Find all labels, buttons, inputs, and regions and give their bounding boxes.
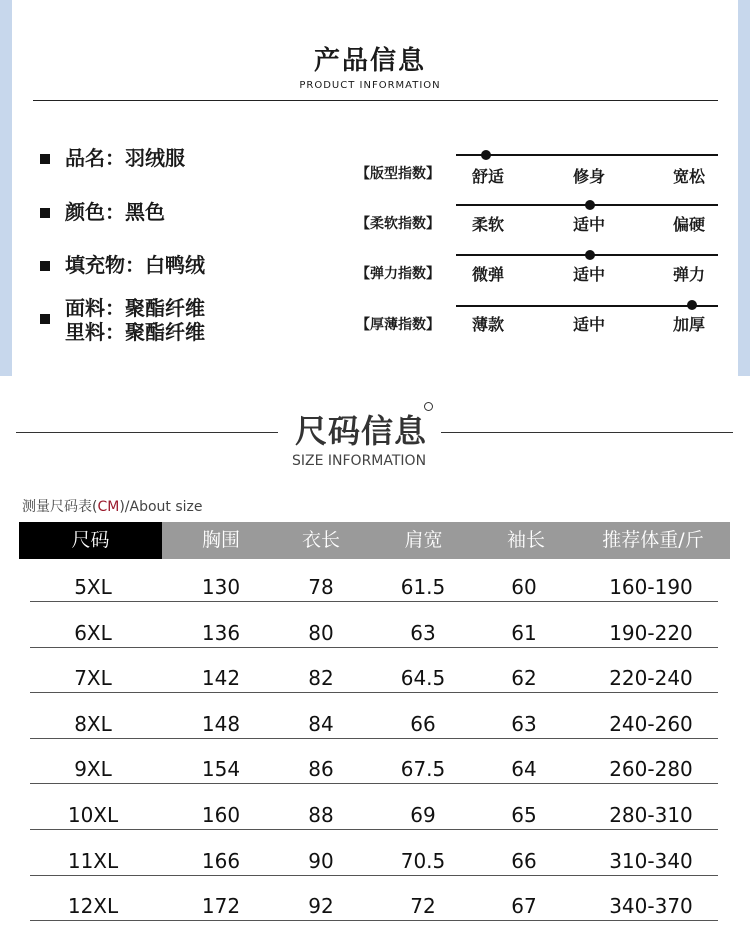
- scale-option: 偏硬: [673, 215, 706, 234]
- row-divider: [30, 601, 718, 602]
- row-divider: [30, 875, 718, 876]
- scale-label: 【柔软指数】: [356, 216, 440, 232]
- value-cell: 172: [201, 894, 241, 919]
- scale-label: 【弹力指数】: [356, 266, 440, 282]
- scale-option: 宽松: [673, 167, 706, 186]
- value-cell: 160-190: [609, 575, 693, 599]
- value-cell: 90: [308, 848, 334, 873]
- size-cell: 12XL: [67, 894, 119, 919]
- value-cell: 70.5: [400, 848, 446, 873]
- value-cell: 86: [308, 757, 334, 782]
- column-header: 尺码: [71, 529, 110, 551]
- value-cell: 160: [201, 803, 241, 827]
- value-cell: 60: [511, 575, 537, 599]
- info-item-text: 里料：聚酯纤维: [65, 320, 205, 344]
- size-info-subtitle: SIZE INFORMATION: [292, 453, 427, 469]
- scale-label: 【厚薄指数】: [356, 317, 440, 333]
- size-cell: 11XL: [67, 848, 119, 873]
- value-cell: 69: [410, 803, 436, 827]
- product-info-divider: [33, 100, 718, 101]
- column-header: 推荐体重/斤: [602, 529, 704, 551]
- value-cell: 340-370: [609, 894, 693, 919]
- info-item-text: 填充物：白鸭绒: [65, 253, 205, 277]
- value-cell: 62: [511, 666, 537, 691]
- column-header: 衣长: [301, 529, 340, 551]
- scale-option: 修身: [573, 167, 606, 186]
- scale-option: 弹力: [673, 265, 706, 284]
- value-cell: 130: [201, 575, 241, 599]
- value-cell: 65: [511, 803, 537, 827]
- value-cell: 154: [201, 757, 241, 782]
- scale-option: 薄款: [472, 315, 505, 334]
- value-cell: 63: [410, 620, 436, 645]
- value-cell: 166: [201, 848, 241, 873]
- value-cell: 190-220: [609, 620, 693, 645]
- value-cell: 82: [308, 666, 334, 691]
- size-cell: 7XL: [74, 666, 112, 691]
- value-cell: 63: [511, 711, 537, 736]
- value-cell: 310-340: [609, 848, 693, 873]
- size-cell: 10XL: [67, 803, 119, 827]
- value-cell: 66: [410, 711, 436, 736]
- size-cell: 6XL: [74, 620, 112, 645]
- size-cell: 8XL: [74, 711, 112, 736]
- value-cell: 142: [201, 666, 241, 691]
- info-item-text: 面料：聚酯纤维: [65, 296, 205, 320]
- value-cell: 280-310: [609, 803, 693, 827]
- product-info-subtitle: PRODUCT INFORMATION: [299, 80, 441, 91]
- row-divider: [30, 738, 718, 739]
- size-table-caption: [22, 496, 203, 516]
- value-cell: 136: [201, 620, 241, 645]
- value-cell: 67.5: [400, 757, 446, 782]
- row-divider: [30, 920, 718, 921]
- value-cell: 78: [308, 575, 334, 599]
- row-divider: [30, 647, 718, 648]
- scale-option: 加厚: [673, 315, 706, 334]
- size-title-rule-right: [441, 432, 733, 433]
- value-cell: 88: [308, 803, 334, 827]
- product-info-title: 产品信息: [313, 46, 426, 76]
- scale-marker: [585, 250, 595, 260]
- scale-option: 舒适: [472, 167, 505, 186]
- scale-line: [456, 305, 718, 307]
- size-table-header: [19, 522, 730, 559]
- value-cell: 66: [511, 848, 537, 873]
- value-cell: 80: [308, 620, 334, 645]
- scale-label: 【版型指数】: [356, 166, 440, 182]
- value-cell: 148: [201, 711, 241, 736]
- column-header: 胸围: [201, 529, 240, 551]
- scale-line: [456, 154, 718, 156]
- value-cell: 61: [511, 620, 537, 645]
- bullet-icon: [40, 261, 50, 271]
- row-divider: [30, 692, 718, 693]
- scale-option: 微弹: [472, 265, 505, 284]
- column-header: 袖长: [506, 529, 545, 551]
- value-cell: 64: [511, 757, 537, 782]
- scale-option: 适中: [573, 215, 606, 234]
- bullet-icon: [40, 208, 50, 218]
- scale-option: 柔软: [472, 215, 505, 234]
- caption-unit: CM: [97, 499, 120, 515]
- scale-marker: [687, 300, 697, 310]
- scale-marker: [481, 150, 491, 160]
- value-cell: 240-260: [609, 711, 693, 736]
- value-cell: 92: [308, 894, 334, 919]
- info-item-text: 品名：羽绒服: [65, 146, 185, 170]
- caption-prefix: 测量尺码表(: [22, 499, 98, 515]
- value-cell: 260-280: [609, 757, 693, 782]
- row-divider: [30, 829, 718, 830]
- scale-option: 适中: [573, 315, 606, 334]
- value-cell: 67: [511, 894, 537, 919]
- value-cell: 64.5: [400, 666, 446, 691]
- scale-option: 适中: [573, 265, 606, 284]
- row-divider: [30, 783, 718, 784]
- bullet-icon: [40, 154, 50, 164]
- degree-ring-icon: [424, 402, 433, 411]
- caption-suffix: )/About size: [119, 499, 203, 515]
- value-cell: 84: [308, 711, 334, 736]
- value-cell: 220-240: [609, 666, 693, 691]
- size-cell: 5XL: [74, 575, 112, 599]
- value-cell: 72: [410, 894, 436, 919]
- scale-marker: [585, 200, 595, 210]
- info-item-text: 颜色：黑色: [65, 200, 165, 224]
- size-title-rule-left: [16, 432, 278, 433]
- bullet-icon: [40, 314, 50, 324]
- column-header: 肩宽: [404, 529, 443, 551]
- value-cell: 61.5: [400, 575, 446, 599]
- size-cell: 9XL: [74, 757, 112, 782]
- size-info-title: 尺码信息: [295, 412, 428, 450]
